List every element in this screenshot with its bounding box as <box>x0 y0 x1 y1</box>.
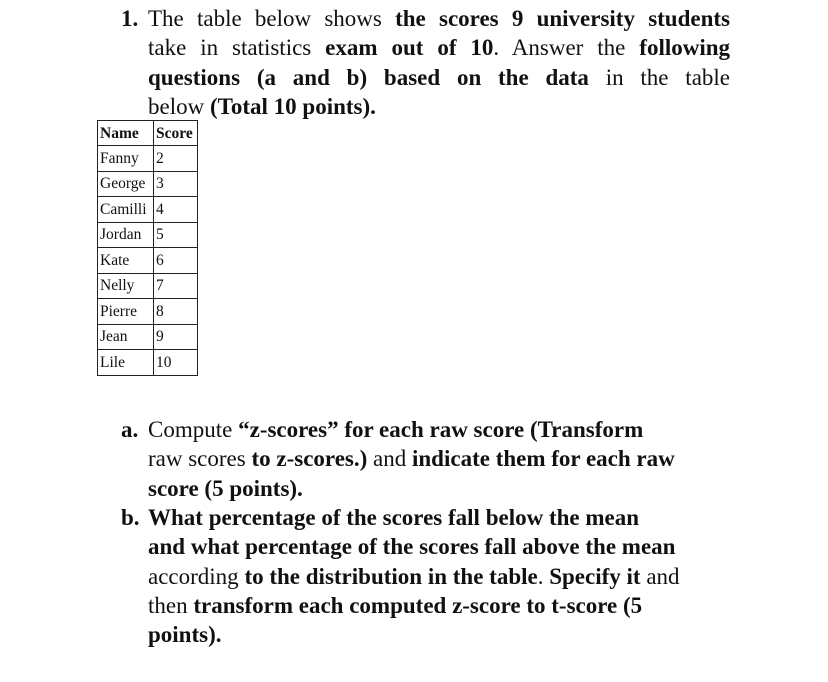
cell-name: Fanny <box>98 146 154 172</box>
question-line-1-part-2: the scores 9 university students <box>395 6 730 31</box>
part-b-line-4-bold: transform each computed z-score to t-score (5 <box>193 592 643 618</box>
part-b-line-3 <box>148 562 731 591</box>
part-b-label: b. <box>121 505 140 530</box>
cell-name: Pierre <box>98 299 154 325</box>
part-b-text <box>148 503 731 649</box>
cell-score: 7 <box>154 273 198 299</box>
part-b-line-3-bold-2: Specify it <box>549 563 641 589</box>
question-line-1 <box>148 4 730 33</box>
table-row <box>98 146 198 172</box>
part-a-line-1 <box>148 415 731 444</box>
cell-score: 2 <box>154 146 198 172</box>
cell-score: 8 <box>154 299 198 325</box>
question-number: 1. <box>121 6 139 31</box>
table-row <box>98 273 198 299</box>
part-a-line-3-bold: score (5 points). <box>148 475 303 501</box>
table-header-row <box>98 121 198 146</box>
question-line-2-part-4: following <box>639 35 731 61</box>
question-line-1-part-1: The table below shows <box>148 6 396 31</box>
part-b-line-5-bold: points). <box>148 622 222 648</box>
cell-name: George <box>98 171 154 197</box>
part-b <box>121 503 731 649</box>
question-line-2 <box>148 33 730 62</box>
question-line-4-part-2: (Total 10 points). <box>209 93 376 119</box>
part-b-line-4-normal: then <box>148 592 194 618</box>
cell-name: Lile <box>98 350 154 376</box>
cell-name: Nelly <box>98 273 154 299</box>
part-a-line-3 <box>148 474 731 503</box>
table-row <box>98 299 198 325</box>
part-b-line-3-normal-3: and <box>640 563 680 589</box>
part-b-line-3-normal-1: according <box>148 563 245 589</box>
table-row <box>98 171 198 197</box>
cell-score: 5 <box>154 222 198 248</box>
part-a-line-2-normal-1: raw scores <box>148 446 252 472</box>
question-line-3-part-1: questions (a and b) based on the data <box>148 64 589 90</box>
cell-score: 9 <box>154 324 198 350</box>
cell-name: Kate <box>98 248 154 274</box>
cell-score: 3 <box>154 171 198 197</box>
cell-name: Jordan <box>98 222 154 248</box>
part-a-line-2-bold-2: indicate them for each raw <box>412 446 675 472</box>
header-score: Score <box>154 121 198 146</box>
part-a-label: a. <box>121 417 139 442</box>
part-b-line-3-normal-2: . <box>537 563 550 589</box>
part-b-line-4 <box>148 591 731 620</box>
table-row <box>98 324 198 350</box>
question-line-2-part-1: take in statistics <box>148 35 326 61</box>
part-a-line-1-normal: Compute <box>148 417 239 442</box>
part-a-line-2 <box>148 444 731 473</box>
question-line-2-part-2: exam out of 10 <box>325 35 494 61</box>
part-b-line-1-bold: What percentage of the scores fall below the mean <box>148 505 640 530</box>
part-a-line-2-bold-1: to z-scores.) <box>251 446 368 472</box>
cell-name: Camilli <box>98 197 154 223</box>
question-line-3-part-2: in the table <box>588 64 731 90</box>
question-text <box>148 4 730 121</box>
part-a <box>121 415 731 503</box>
part-b-line-2-bold: and what percentage of the scores fall above the mean <box>148 534 676 560</box>
table-row <box>98 248 198 274</box>
table-row <box>98 350 198 376</box>
question-line-4-part-1: below <box>148 93 210 119</box>
cell-name: Jean <box>98 324 154 350</box>
scores-table <box>97 120 198 376</box>
part-a-line-2-normal-2: and <box>367 446 412 472</box>
table-row <box>98 222 198 248</box>
part-b-line-5 <box>148 620 731 649</box>
question-line-3 <box>148 63 730 92</box>
table-row <box>98 197 198 223</box>
part-a-line-1-bold: “z-scores” for each raw score (Transform <box>238 417 644 442</box>
part-b-line-1 <box>148 503 731 532</box>
cell-score: 4 <box>154 197 198 223</box>
cell-score: 10 <box>154 350 198 376</box>
question-line-2-part-3: . Answer the <box>493 35 640 61</box>
header-name: Name <box>98 121 154 146</box>
cell-score: 6 <box>154 248 198 274</box>
part-b-line-2 <box>148 532 731 561</box>
part-b-line-3-bold-1: to the distribution in the table <box>244 563 538 589</box>
question-line-4 <box>148 92 730 121</box>
part-a-text <box>148 415 731 503</box>
